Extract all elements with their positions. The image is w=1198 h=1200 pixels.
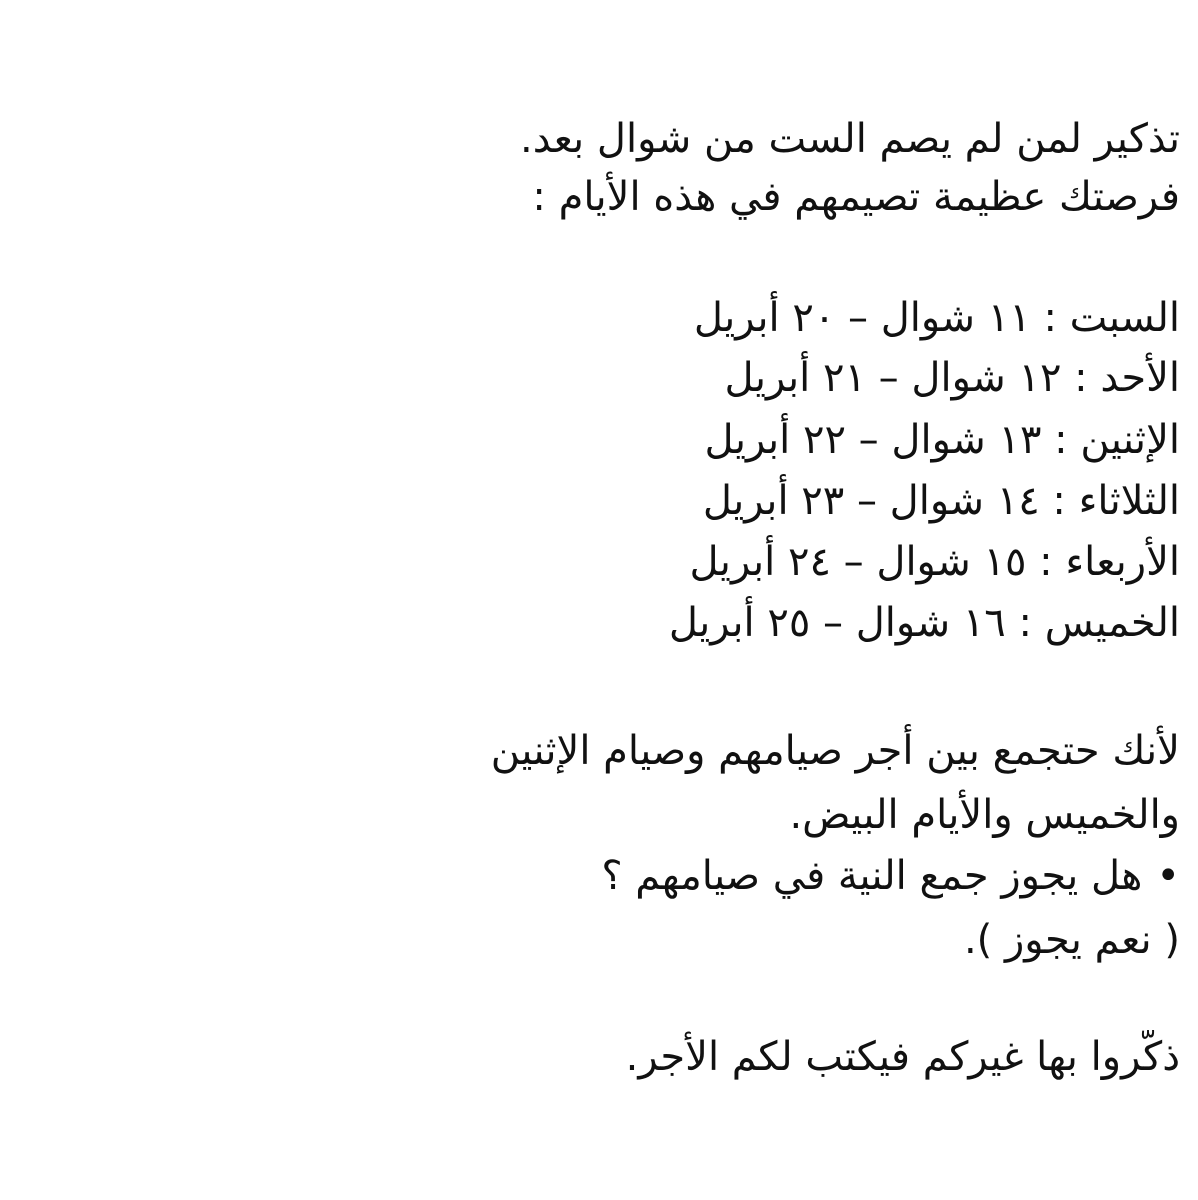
schedule-wednesday: الأربعاء : ١٥ شوال – ٢٤ أبريل [689,539,1180,585]
intro-opportunity-line: فرصتك عظيمة تصيمهم في هذه الأيام : [532,174,1180,220]
schedule-thursday: الخميس : ١٦ شوال – ٢٥ أبريل [668,600,1180,646]
benefit-line-1: لأنك حتجمع بين أجر صيامهم وصيام الإثنين [490,728,1180,774]
schedule-monday: الإثنين : ١٣ شوال – ٢٢ أبريل [704,417,1180,463]
question-line [40,849,1180,903]
schedule-tuesday: الثلاثاء : ١٤ شوال – ٢٣ أبريل [702,478,1180,524]
footer-line: ذكّروا بها غيركم فيكتب لكم الأجر. [625,1034,1180,1080]
bullet-icon: • [1156,853,1180,899]
question-text: هل يجوز جمع النية في صيامهم ؟ [601,853,1143,899]
intro-reminder-line: تذكير لمن لم يصم الست من شوال بعد. [520,116,1180,162]
benefit-line-2: والخميس والأيام البيض. [789,792,1180,838]
schedule-saturday: السبت : ١١ شوال – ٢٠ أبريل [693,295,1180,341]
schedule-sunday: الأحد : ١٢ شوال – ٢١ أبريل [724,355,1180,401]
answer-line: ( نعم يجوز ). [963,917,1180,963]
